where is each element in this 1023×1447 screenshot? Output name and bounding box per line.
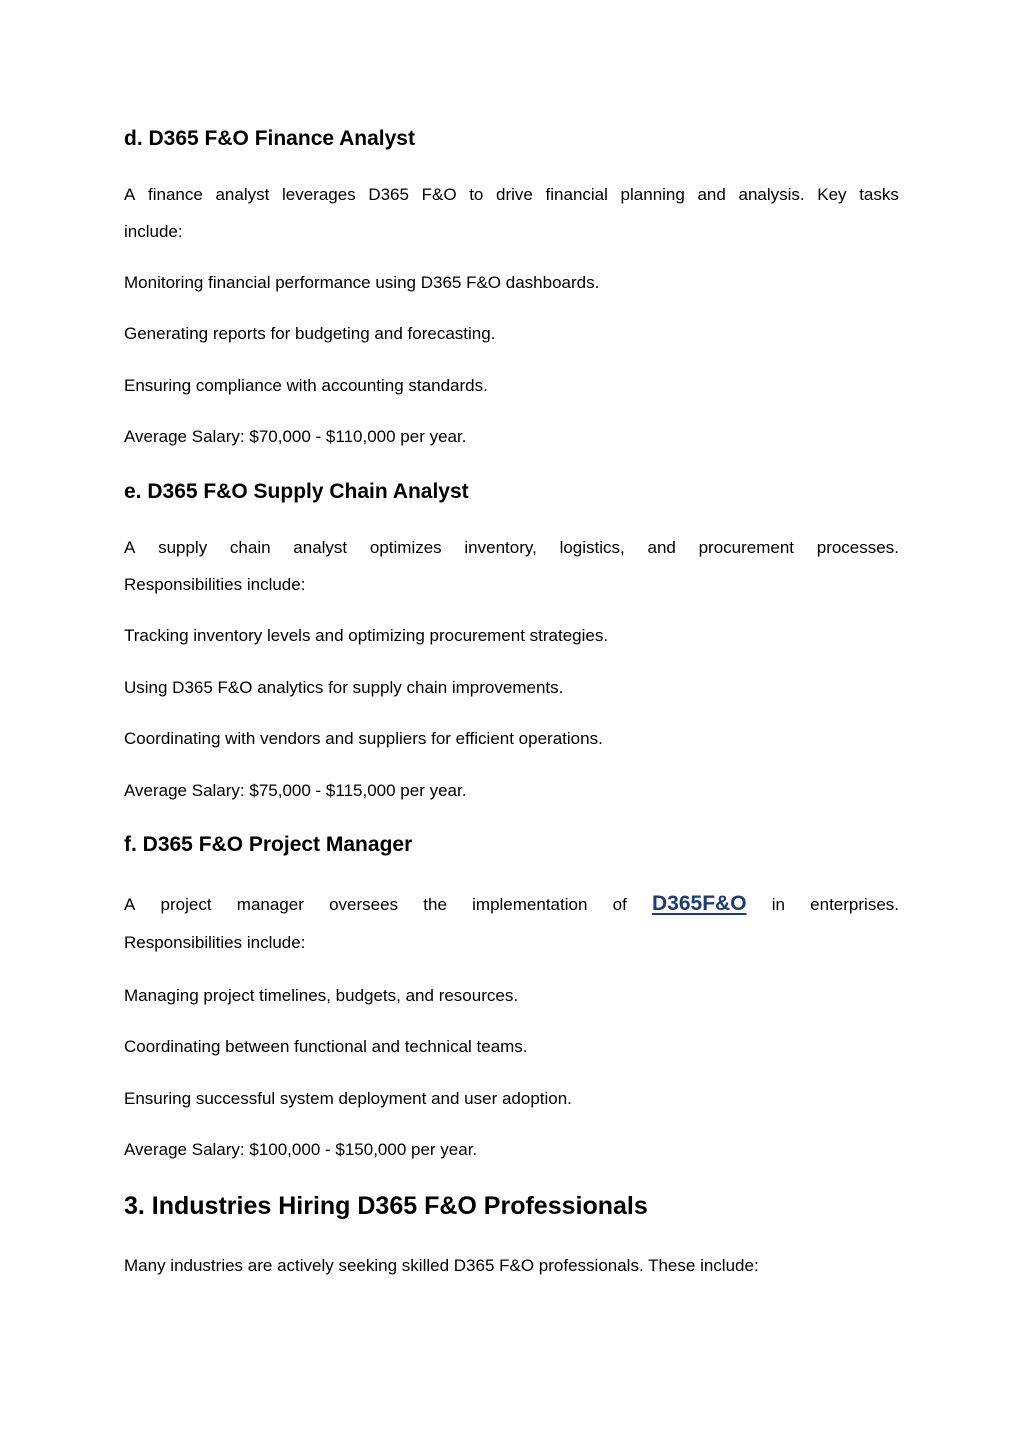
word: processes. — [816, 538, 899, 557]
project-item-3: Ensuring successful system deployment and user adoption. — [124, 1089, 572, 1108]
word: inventory, — [464, 538, 537, 557]
intro-line-2: include: — [124, 222, 183, 241]
word: A — [124, 895, 136, 914]
word: A — [124, 538, 136, 557]
word: drive — [496, 185, 533, 204]
project-item-2: Coordinating between functional and technical teams. — [124, 1037, 528, 1056]
word: F&O — [421, 185, 457, 204]
word: D365 — [368, 185, 409, 204]
supply-item-2: Using D365 F&O analytics for supply chain improvements. — [124, 678, 564, 697]
project-manager-intro — [124, 884, 899, 961]
word: in — [771, 895, 785, 914]
supply-item-3: Coordinating with vendors and suppliers for efficient operations. — [124, 729, 603, 748]
word: to — [469, 185, 484, 204]
word: enterprises. — [810, 895, 899, 914]
intro-line-2: Responsibilities include: — [124, 933, 306, 952]
heading-finance-analyst: d. D365 F&O Finance Analyst — [124, 127, 415, 150]
project-salary: Average Salary: $100,000 - $150,000 per year. — [124, 1140, 478, 1159]
project-item-1: Managing project timelines, budgets, and resources. — [124, 986, 519, 1005]
word: oversees — [329, 895, 399, 914]
word: procurement — [698, 538, 795, 557]
word: logistics, — [559, 538, 625, 557]
word: and — [697, 185, 726, 204]
finance-salary: Average Salary: $70,000 - $110,000 per year. — [124, 427, 467, 446]
word: analysis. — [738, 185, 805, 204]
word: leverages — [281, 185, 356, 204]
supply-chain-intro — [124, 529, 899, 603]
word: tasks — [859, 185, 899, 204]
word: the — [423, 895, 447, 914]
heading-industries-hiring: 3. Industries Hiring D365 F&O Professionals — [124, 1192, 648, 1220]
word: implementation — [472, 895, 588, 914]
word: finance — [147, 185, 203, 204]
intro-line-1 — [124, 884, 899, 924]
word: of — [612, 895, 627, 914]
supply-salary: Average Salary: $75,000 - $115,000 per year. — [124, 781, 467, 800]
industries-intro: Many industries are actively seeking skilled D365 F&O professionals. These include: — [124, 1256, 759, 1275]
word: supply — [158, 538, 208, 557]
finance-item-3: Ensuring compliance with accounting standards. — [124, 376, 488, 395]
intro-line-2: Responsibilities include: — [124, 575, 306, 594]
heading-project-manager: f. D365 F&O Project Manager — [124, 833, 413, 856]
finance-analyst-intro — [124, 176, 899, 250]
supply-item-1: Tracking inventory levels and optimizing procurement strategies. — [124, 626, 609, 645]
word: financial — [545, 185, 608, 204]
intro-line-1 — [124, 176, 899, 213]
word: project — [160, 895, 212, 914]
intro-line-1 — [124, 529, 899, 566]
word: Key — [817, 185, 847, 204]
word: chain — [229, 538, 271, 557]
word: optimizes — [369, 538, 442, 557]
finance-item-2: Generating reports for budgeting and forecasting. — [124, 324, 496, 343]
word: analyst — [293, 538, 348, 557]
word: planning — [620, 185, 685, 204]
finance-item-1: Monitoring financial performance using D365 F&O dashboards. — [124, 273, 600, 292]
word: A — [124, 185, 136, 204]
d365fo-link[interactable]: D365F&O — [652, 892, 747, 915]
word: analyst — [215, 185, 270, 204]
word: and — [647, 538, 676, 557]
heading-supply-chain-analyst: e. D365 F&O Supply Chain Analyst — [124, 480, 469, 503]
word: manager — [236, 895, 304, 914]
